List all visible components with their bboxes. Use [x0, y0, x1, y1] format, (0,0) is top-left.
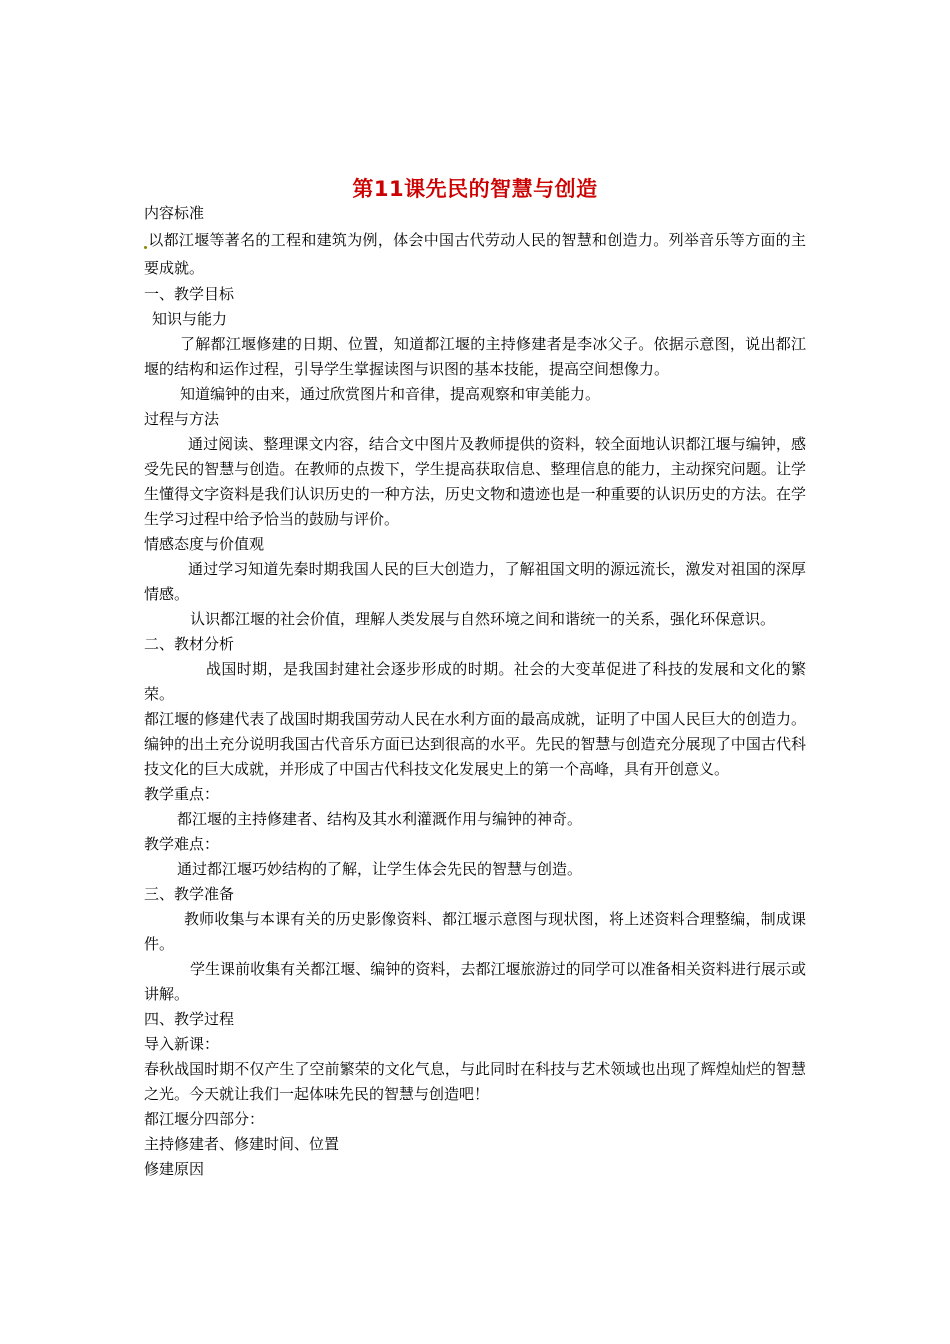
paragraph-text: 以都江堰等著名的工程和建筑为例，体会中国古代劳动人民的智慧和创造力。列举音乐等方面的主要成就。 — [144, 231, 806, 277]
paragraph-introduction: 春秋战国时期不仅产生了空前繁荣的文化气息，与此同时在科技与艺术领域也出现了辉煌灿烂的智慧之光。今天就让我们一起体味先民的智慧与创造吧！ — [144, 1060, 806, 1103]
subheading-difficult-points: 教学难点： — [144, 835, 220, 853]
paragraph-knowledge-1: 了解都江堰修建的日期、位置，知道都江堰的主持修建者是李冰父子。依据示意图，说出都江堰的结构和运作过程，引导学生掌握读图与识图的基本技能，提高空间想像力。 — [144, 335, 806, 378]
subheading-knowledge-ability: 知识与能力 — [152, 310, 228, 328]
subheading-process-method: 过程与方法 — [144, 410, 220, 428]
paragraph-emotion-2: 认识都江堰的社会价值，理解人类发展与自然环境之间和谐统一的关系，强化环保意识。 — [190, 610, 776, 628]
paragraph-analysis-2: 都江堰的修建代表了战国时期我国劳动人民在水利方面的最高成就，证明了中国人民巨大的创造力。编钟的出土充分说明我国古代音乐方面已达到很高的水平。先民的智慧与创造充分展现了中国古代科技文化的巨大成就，并形成了中国古代科技文化发展史上的第一个高峰，具有开创意义。 — [144, 710, 806, 778]
paragraph-key-points: 都江堰的主持修建者、结构及其水利灌溉作用与编钟的神奇。 — [177, 810, 583, 828]
paragraph-dujiangyan-parts: 都江堰分四部分： — [144, 1110, 265, 1128]
paragraph-analysis-1: 战国时期，是我国封建社会逐步形成的时期。社会的大变革促进了科技的发展和文化的繁荣。 — [144, 660, 806, 703]
heading-material-analysis: 二、教材分析 — [144, 635, 235, 653]
heading-teaching-process: 四、教学过程 — [144, 1010, 235, 1028]
paragraph-preparation-2: 学生课前收集有关都江堰、编钟的资料，去都江堰旅游过的同学可以准备相关资料进行展示或讲解。 — [144, 960, 806, 1003]
subheading-emotion-values: 情感态度与价值观 — [144, 535, 265, 553]
heading-content-standard: 内容标准 — [144, 204, 205, 222]
paragraph-difficult-points: 通过都江堰巧妙结构的了解，让学生体会先民的智慧与创造。 — [177, 860, 583, 878]
mark-dot-icon — [144, 246, 147, 249]
subheading-key-points: 教学重点： — [144, 785, 220, 803]
list-item-build-reason: 修建原因 — [144, 1160, 205, 1178]
document-body — [144, 201, 806, 1182]
subheading-introduction: 导入新课： — [144, 1035, 220, 1053]
list-item-builder-time-location: 主持修建者、修建时间、位置 — [144, 1135, 340, 1153]
document-title: 第11课先民的智慧与创造 — [352, 177, 598, 201]
paragraph-emotion-1: 通过学习知道先秦时期我国人民的巨大创造力，了解祖国文明的源远流长，激发对祖国的深厚情感。 — [144, 560, 806, 603]
paragraph-content-standard — [144, 226, 806, 282]
paragraph-knowledge-2: 知道编钟的由来，通过欣赏图片和音律，提高观察和审美能力。 — [180, 385, 601, 403]
heading-teaching-preparation: 三、教学准备 — [144, 885, 235, 903]
heading-teaching-goals: 一、教学目标 — [144, 285, 235, 303]
paragraph-process-method: 通过阅读、整理课文内容，结合文中图片及教师提供的资料，较全面地认识都江堰与编钟，感受先民的智慧与创造。在教师的点拨下，学生提高获取信息、整理信息的能力，主动探究问题。让学生懂得文字资料是我们认识历史的一种方法，历史文物和遗迹也是一种重要的认识历史的方法。在学生学习过程中给予恰当的鼓励与评价。 — [144, 435, 806, 528]
paragraph-preparation-1: 教师收集与本课有关的历史影像资料、都江堰示意图与现状图，将上述资料合理整编，制成课件。 — [144, 910, 806, 953]
